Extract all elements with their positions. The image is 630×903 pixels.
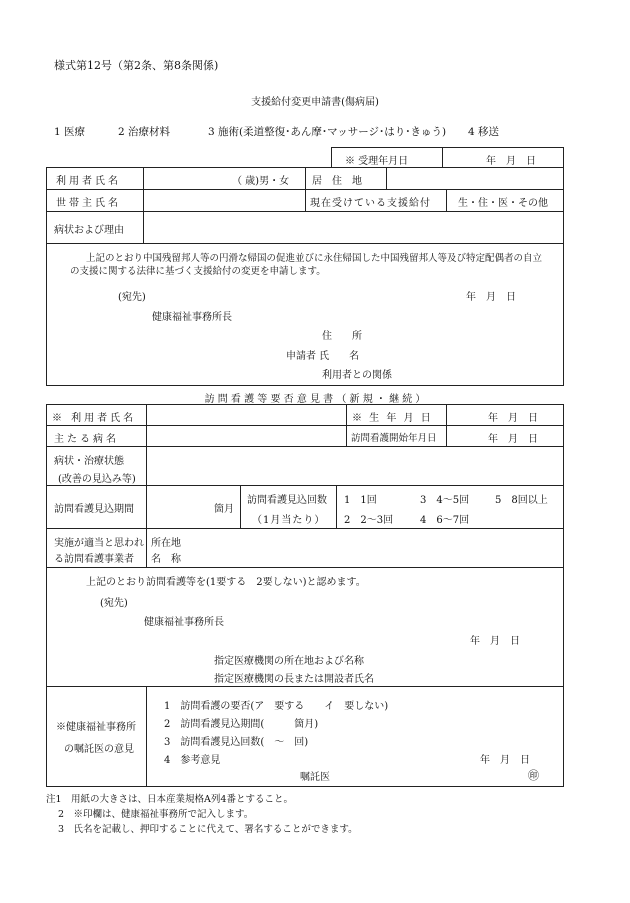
nursing-date[interactable]: 年 月 日	[470, 636, 520, 647]
doctor-date[interactable]: 年 月 日	[480, 755, 530, 766]
illness-label: 病状および理由	[54, 225, 124, 236]
birthdate-label: ※ 生 年 月 日	[352, 413, 433, 424]
doctor-item-4[interactable]: 4 参考意見	[164, 755, 221, 766]
receipt-date-value[interactable]: 年 月 日	[486, 156, 536, 167]
count-option-3[interactable]: 3 4～5回	[420, 495, 470, 506]
form-title: 支援給付変更申請書(傷病届)	[251, 97, 379, 108]
receipt-date-label: ※ 受理年月日	[345, 156, 409, 167]
provider-name-label: 名 称	[151, 554, 181, 565]
visit-start-label: 訪問看護開始年月日	[351, 433, 437, 444]
category-4: 4 移送	[468, 126, 500, 138]
seal-icon: ㊞	[528, 769, 539, 782]
addressee: (宛先)	[118, 292, 146, 303]
householder-label: 世帯主氏名	[56, 198, 121, 209]
nursing-user-name-label: ※ 利用者氏名	[52, 413, 137, 424]
visit-start-value[interactable]: 年 月 日	[488, 434, 538, 445]
applicant-address-field[interactable]: 住 所	[322, 331, 362, 342]
doctor-opinion-sublabel: の嘱託医の意見	[64, 744, 134, 755]
address-label: 居 住 地	[312, 176, 362, 187]
current-support-value[interactable]: 生・住・医・その他	[458, 198, 548, 209]
condition-label: 病状・治療状態	[54, 456, 124, 467]
form-number: 様式第12号（第2条、第8条関係)	[54, 59, 219, 72]
category-3: 3 施術(柔道整復･あん摩･マッサージ･はり･きゅう)	[208, 126, 447, 138]
birthdate-value[interactable]: 年 月 日	[488, 413, 538, 424]
institution-head-field[interactable]: 指定医療機関の長または開設者氏名	[214, 674, 374, 685]
note-3: 3 氏名を記載し、押印することに代えて、署名することができます。	[58, 824, 358, 835]
visit-count-label: 訪問看護見込回数	[247, 495, 327, 506]
institution-address-field[interactable]: 指定医療機関の所在地および名称	[214, 656, 364, 667]
count-option-1[interactable]: 1 1回	[344, 495, 377, 506]
doctor-item-3[interactable]: 3 訪問看護見込回数( ～ 回)	[164, 737, 309, 748]
office-head: 健康福祉事務所長	[152, 312, 232, 323]
declaration-text: 上記のとおり中国残留邦人等の円滑な帰国の促進並びに永住帰国した中国残留邦人等及び特定配偶者の自立の支援に関する法律に基づく支援給付の変更を申請します。	[70, 253, 543, 277]
period-label: 訪問看護見込期間	[54, 504, 134, 515]
category-2: 2 治療材料	[118, 126, 171, 138]
provider-location-label: 所在地	[151, 538, 181, 549]
nursing-opinion-title: 訪 問 看 護 等 要 否 意 見 書 （ 新 規 ・ 継 続 ）	[204, 394, 426, 405]
relation-field[interactable]: 利用者との関係	[322, 370, 392, 381]
applicant-name-field[interactable]: 申請者 氏 名	[286, 351, 360, 362]
user-name-label: 利用者氏名	[56, 176, 121, 187]
main-disease-label: 主たる病名	[54, 434, 119, 445]
condition-sublabel: (改善の見込み等)	[58, 474, 136, 485]
category-1: 1 医療	[54, 126, 86, 138]
application-date[interactable]: 年 月 日	[466, 292, 516, 303]
provider-label: 実施が適当と思われ	[54, 538, 144, 549]
provider-sublabel: る訪問看護事業者	[54, 554, 134, 565]
count-option-2[interactable]: 2 2～3回	[344, 515, 394, 526]
nursing-office-head: 健康福祉事務所長	[144, 617, 224, 628]
note-1: 注1 用紙の大きさは、日本産業規格A列4番とすること。	[46, 794, 293, 805]
period-unit: 箇月	[214, 504, 234, 515]
count-option-5[interactable]: 5 8回以上	[495, 495, 548, 506]
doctor-sign-label: 嘱託医	[300, 772, 330, 783]
nursing-addressee: (宛先)	[100, 598, 128, 609]
doctor-item-2[interactable]: 2 訪問看護見込期間( 箇月)	[164, 719, 319, 730]
note-2: 2 ※印欄は、健康福祉事務所で記入します。	[58, 809, 254, 820]
recognition-text: 上記のとおり訪問看護等を(1要する 2要しない)と認めます。	[86, 577, 366, 588]
age-sex-field[interactable]: （ 歳)男・女	[232, 176, 290, 187]
current-support-label: 現在受けている支援給付	[310, 198, 431, 209]
visit-count-sublabel: （1月当たり）	[252, 515, 326, 526]
count-option-4[interactable]: 4 6～7回	[420, 515, 470, 526]
doctor-opinion-label: ※健康福祉事務所	[56, 722, 136, 733]
doctor-item-1[interactable]: 1 訪問看護の要否(ア 要する イ 要しない)	[164, 701, 389, 712]
